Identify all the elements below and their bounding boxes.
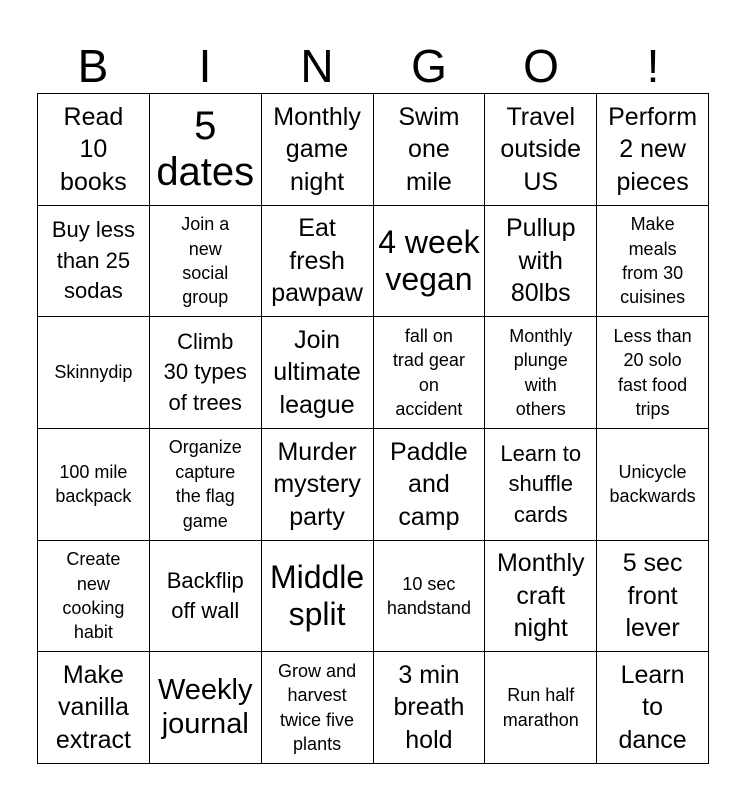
cell-text: Read 10 books — [60, 102, 127, 196]
cell-text: Create new cooking habit — [62, 549, 125, 643]
bingo-cell-half-marathon[interactable] — [485, 652, 597, 764]
cell-text: 3 min breath hold — [393, 660, 465, 754]
cell-text: Murder mystery party — [273, 437, 361, 531]
cell-text: 4 week vegan — [378, 224, 480, 297]
bingo-cell-cuisines[interactable] — [597, 206, 709, 318]
bingo-cell-travel[interactable] — [485, 94, 597, 206]
bingo-cell-unicycle[interactable] — [597, 429, 709, 541]
bingo-cell-climb-trees[interactable] — [150, 317, 262, 429]
cell-text: Skinnydip — [54, 362, 133, 383]
cell-text: Join ultimate league — [273, 325, 361, 419]
cell-text: Pullup with 80lbs — [505, 214, 576, 308]
cell-text: Eat fresh pawpaw — [271, 214, 363, 308]
cell-text: Make meals from 30 cuisines — [620, 214, 686, 308]
cell-text: Weekly journal — [157, 674, 253, 740]
cell-text: Grow and harvest twice five plants — [278, 660, 357, 755]
header-letter-b: B — [77, 40, 109, 92]
cell-text: Unicycle backwards — [609, 461, 696, 507]
bingo-cell-social-group[interactable] — [150, 206, 262, 318]
bingo-cell-plunge[interactable] — [485, 317, 597, 429]
bingo-cell-read-books[interactable] — [38, 94, 150, 206]
bingo-cell-grow-plants[interactable] — [262, 652, 374, 764]
bingo-cell-pullup[interactable] — [485, 206, 597, 318]
bingo-header — [37, 38, 709, 94]
bingo-cell-backpack[interactable] — [38, 429, 150, 541]
cell-text: 10 sec handstand — [386, 573, 471, 618]
bingo-grid — [37, 93, 709, 764]
cell-text: Monthly plunge with others — [509, 325, 573, 420]
cell-text: Make vanilla extract — [55, 660, 131, 754]
bingo-cell-vegan[interactable] — [374, 206, 486, 318]
cell-text: Travel outside US — [500, 102, 582, 196]
cell-text: Middle split — [269, 559, 365, 632]
cell-text: Monthly craft night — [496, 549, 585, 643]
cell-text: Monthly game night — [273, 102, 361, 196]
bingo-cell-craft-night[interactable] — [485, 541, 597, 653]
cell-text: Less than 20 solo fast food trips — [613, 325, 692, 420]
cell-text: fall on trad gear on accident — [392, 325, 465, 420]
bingo-cell-breath-hold[interactable] — [374, 652, 486, 764]
header-letter-o: O — [523, 40, 559, 92]
bingo-cell-journal[interactable] — [150, 652, 262, 764]
cell-text: Buy less than 25 sodas — [51, 217, 135, 304]
header-letter-n: N — [300, 40, 334, 92]
header-letter-i: I — [198, 40, 212, 92]
bingo-cell-capture-flag[interactable] — [150, 429, 262, 541]
bingo-cell-dance[interactable] — [597, 652, 709, 764]
cell-text: Backflip off wall — [166, 567, 244, 623]
cell-text: Organize capture the flag game — [168, 437, 242, 531]
bingo-cell-handstand[interactable] — [374, 541, 486, 653]
bingo-cell-sodas[interactable] — [38, 206, 150, 318]
bingo-cell-backflip[interactable] — [150, 541, 262, 653]
cell-text: Perform 2 new pieces — [608, 102, 698, 196]
cell-text: 100 mile backpack — [55, 461, 132, 507]
bingo-cell-skinnydip[interactable] — [38, 317, 150, 429]
header-exclamation: ! — [646, 40, 660, 92]
bingo-cell-murder-mystery[interactable] — [262, 429, 374, 541]
cell-text: 5 sec front lever — [622, 549, 683, 643]
cell-text: Paddle and camp — [389, 437, 468, 531]
bingo-cell-shuffle-cards[interactable] — [485, 429, 597, 541]
cell-text: Learn to shuffle cards — [500, 440, 582, 527]
bingo-cell-ultimate[interactable] — [262, 317, 374, 429]
bingo-cell-cooking-habit[interactable] — [38, 541, 150, 653]
bingo-cell-fast-food[interactable] — [597, 317, 709, 429]
bingo-cell-dates[interactable] — [150, 94, 262, 206]
bingo-cell-pawpaw[interactable] — [262, 206, 374, 318]
cell-text: Run half marathon — [502, 685, 579, 730]
bingo-cell-perform-pieces[interactable] — [597, 94, 709, 206]
bingo-cell-front-lever[interactable] — [597, 541, 709, 653]
cell-text: Join a new social group — [181, 214, 230, 308]
cell-text: Learn to dance — [618, 660, 687, 754]
cell-text: Climb 30 types of trees — [163, 329, 247, 415]
bingo-cell-trad-gear[interactable] — [374, 317, 486, 429]
cell-text: Swim one mile — [398, 102, 460, 196]
cell-text: 5 dates — [156, 104, 255, 195]
header-letter-g: G — [411, 40, 447, 92]
bingo-cell-swim-mile[interactable] — [374, 94, 486, 206]
bingo-cell-game-night[interactable] — [262, 94, 374, 206]
bingo-cell-middle-split[interactable] — [262, 541, 374, 653]
bingo-cell-paddle-camp[interactable] — [374, 429, 486, 541]
bingo-cell-vanilla[interactable] — [38, 652, 150, 764]
